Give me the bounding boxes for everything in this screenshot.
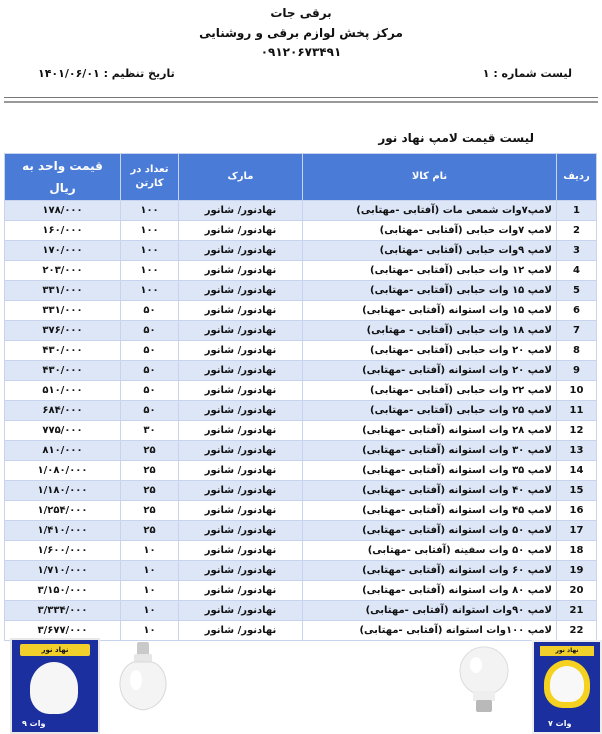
carton-qty: ۵۰: [121, 341, 179, 361]
row-number: 21: [557, 601, 597, 621]
item-name: لامپ ۲۰ وات استوانه (آفتابی -مهتابی): [303, 361, 557, 381]
brand: نهادنور/ شانور: [179, 301, 303, 321]
unit-price: ۷۷۵/۰۰۰: [5, 421, 121, 441]
bulb-icon: [30, 662, 78, 714]
row-number: 22: [557, 621, 597, 641]
company-category: برقی جات: [270, 6, 332, 20]
brand: نهادنور/ شانور: [179, 361, 303, 381]
item-name: لامپ ۲۲ وات حبابی (آفتابی -مهتابی): [303, 381, 557, 401]
row-number: 9: [557, 361, 597, 381]
carton-qty: ۲۵: [121, 461, 179, 481]
carton-qty: ۱۰: [121, 581, 179, 601]
col-header-row-number: ردیف: [557, 154, 597, 201]
item-name: لامپ ۵۰ وات سفینه (آفتابی -مهتابی): [303, 541, 557, 561]
col-header-item-name: نام کالا: [303, 154, 557, 201]
row-number: 18: [557, 541, 597, 561]
unit-price: ۱/۰۸۰/۰۰۰: [5, 461, 121, 481]
unit-price: ۸۱۰/۰۰۰: [5, 441, 121, 461]
brand: نهادنور/ شانور: [179, 581, 303, 601]
table-row: [5, 201, 597, 221]
unit-price: ۴۳۰/۰۰۰: [5, 361, 121, 381]
row-number: 11: [557, 401, 597, 421]
row-number: 8: [557, 341, 597, 361]
carton-qty: ۳۰: [121, 421, 179, 441]
row-number: 12: [557, 421, 597, 441]
carton-qty: ۵۰: [121, 361, 179, 381]
brand: نهادنور/ شانور: [179, 281, 303, 301]
unit-price: ۱/۴۱۰/۰۰۰: [5, 521, 121, 541]
unit-price: ۶۸۴/۰۰۰: [5, 401, 121, 421]
item-name: لامپ ۵۰ وات استوانه (آفتابی -مهتابی): [303, 521, 557, 541]
unit-price: ۳۳۱/۰۰۰: [5, 281, 121, 301]
row-number: 4: [557, 261, 597, 281]
row-number: 19: [557, 561, 597, 581]
row-number: 14: [557, 461, 597, 481]
carton-qty: ۵۰: [121, 321, 179, 341]
company-name: مرکز پخش لوازم برقی و روشنایی: [199, 26, 403, 40]
item-name: لامپ ۷وات حبابی (آفتابی -مهتابی): [303, 221, 557, 241]
unit-price: ۱/۱۸۰/۰۰۰: [5, 481, 121, 501]
unit-price: ۱/۷۱۰/۰۰۰: [5, 561, 121, 581]
table-row: [5, 261, 597, 281]
header-divider-thin: [4, 97, 598, 98]
carton-qty: ۲۵: [121, 501, 179, 521]
carton-qty: ۱۰۰: [121, 221, 179, 241]
table-row: [5, 521, 597, 541]
product-box-7w-image: [532, 640, 602, 734]
unit-price: ۳/۳۳۴/۰۰۰: [5, 601, 121, 621]
item-name: لامپ ۱۰۰وات استوانه (آفتابی -مهتابی): [303, 621, 557, 641]
table-row: [5, 361, 597, 381]
company-phone: ۰۹۱۲۰۶۷۳۴۹۱: [260, 45, 342, 59]
brand: نهادنور/ شانور: [179, 501, 303, 521]
table-row: [5, 481, 597, 501]
carton-qty: ۱۰: [121, 621, 179, 641]
item-name: لامپ ۹۰وات استوانه (آفتابی -مهتابی): [303, 601, 557, 621]
row-number: 2: [557, 221, 597, 241]
col-header-brand: مارک: [179, 154, 303, 201]
row-number: 20: [557, 581, 597, 601]
brand: نهادنور/ شانور: [179, 621, 303, 641]
brand: نهادنور/ شانور: [179, 401, 303, 421]
carton-qty: ۵۰: [121, 401, 179, 421]
issue-date: تاریخ تنظیم : ۱۴۰۱/۰۶/۰۱: [38, 67, 175, 80]
row-number: 16: [557, 501, 597, 521]
item-name: لامپ ۲۰ وات حبابی (آفتابی -مهتابی): [303, 341, 557, 361]
box-watt-label-2: ۷ وات: [548, 719, 572, 728]
unit-price: ۳/۶۷۷/۰۰۰: [5, 621, 121, 641]
item-name: لامپ ۴۰ وات استوانه (آفتابی -مهتابی): [303, 481, 557, 501]
item-name: لامپ ۴۵ وات استوانه (آفتابی -مهتابی): [303, 501, 557, 521]
item-name: لامپ ۱۵ وات استوانه (آفتابی -مهتابی): [303, 301, 557, 321]
carton-qty: ۵۰: [121, 301, 179, 321]
carton-qty: ۱۰۰: [121, 201, 179, 221]
row-number: 3: [557, 241, 597, 261]
brand: نهادنور/ شانور: [179, 261, 303, 281]
header-divider-thick: [4, 101, 598, 103]
table-row: [5, 561, 597, 581]
product-box-9w-image: [10, 638, 100, 734]
box-brand-label: نهاد نور: [20, 644, 90, 656]
carton-qty: ۱۰: [121, 601, 179, 621]
item-name: لامپ ۱۵ وات حبابی (آفتابی -مهتابی): [303, 281, 557, 301]
carton-qty: ۱۰۰: [121, 281, 179, 301]
carton-qty: ۲۵: [121, 521, 179, 541]
table-row: [5, 421, 597, 441]
brand: نهادنور/ شانور: [179, 381, 303, 401]
item-name: لامپ ۸۰ وات استوانه (آفتابی -مهتابی): [303, 581, 557, 601]
unit-price: ۴۳۰/۰۰۰: [5, 341, 121, 361]
brand: نهادنور/ شانور: [179, 601, 303, 621]
brand: نهادنور/ شانور: [179, 321, 303, 341]
carton-qty: ۲۵: [121, 441, 179, 461]
row-number: 17: [557, 521, 597, 541]
carton-qty: ۱۰۰: [121, 261, 179, 281]
brand: نهادنور/ شانور: [179, 221, 303, 241]
table-row: [5, 381, 597, 401]
row-number: 1: [557, 201, 597, 221]
table-row: [5, 541, 597, 561]
item-name: لامپ ۶۰ وات استوانه (آفتابی -مهتابی): [303, 561, 557, 581]
unit-price: ۳۳۱/۰۰۰: [5, 301, 121, 321]
table-row: [5, 441, 597, 461]
carton-qty: ۱۰: [121, 561, 179, 581]
item-name: لامپ ۲۵ وات حبابی (آفتابی -مهتابی): [303, 401, 557, 421]
table-row: [5, 461, 597, 481]
brand: نهادنور/ شانور: [179, 541, 303, 561]
table-row: [5, 281, 597, 301]
row-number: 13: [557, 441, 597, 461]
unit-price: ۲۰۳/۰۰۰: [5, 261, 121, 281]
price-table: [4, 153, 597, 641]
table-row: [5, 581, 597, 601]
row-number: 7: [557, 321, 597, 341]
row-number: 5: [557, 281, 597, 301]
unit-price: ۱۷۰/۰۰۰: [5, 241, 121, 261]
led-bulb-image: [112, 640, 174, 712]
table-row: [5, 321, 597, 341]
row-number: 15: [557, 481, 597, 501]
bulb-icon-2: [550, 666, 584, 702]
table-row: [5, 501, 597, 521]
led-bulb-image-2: [456, 645, 512, 715]
row-number: 6: [557, 301, 597, 321]
brand: نهادنور/ شانور: [179, 201, 303, 221]
unit-price: ۵۱۰/۰۰۰: [5, 381, 121, 401]
carton-qty: ۲۵: [121, 481, 179, 501]
row-number: 10: [557, 381, 597, 401]
unit-price: ۳۷۶/۰۰۰: [5, 321, 121, 341]
box-watt-label: ۹ وات: [22, 719, 46, 728]
brand: نهادنور/ شانور: [179, 341, 303, 361]
brand: نهادنور/ شانور: [179, 241, 303, 261]
unit-price: ۱/۲۵۴/۰۰۰: [5, 501, 121, 521]
brand: نهادنور/ شانور: [179, 481, 303, 501]
item-name: لامپ ۱۲ وات حبابی (آفتابی -مهتابی): [303, 261, 557, 281]
col-header-unit-price: قیمت واحد به ریال: [5, 154, 121, 201]
item-name: لامپ۷وات شمعی مات (آفتابی -مهتابی): [303, 201, 557, 221]
table-title: لیست قیمت لامپ نهاد نور: [378, 131, 534, 145]
table-row: [5, 401, 597, 421]
brand: نهادنور/ شانور: [179, 561, 303, 581]
carton-qty: ۱۰: [121, 541, 179, 561]
item-name: لامپ ۳۵ وات استوانه (آفتابی -مهتابی): [303, 461, 557, 481]
table-header-row: [5, 154, 597, 201]
table-row: [5, 301, 597, 321]
item-name: لامپ ۱۸ وات حبابی (آفتابی - مهتابی): [303, 321, 557, 341]
brand: نهادنور/ شانور: [179, 441, 303, 461]
item-name: لامپ ۹وات حبابی (آفتابی -مهتابی): [303, 241, 557, 261]
brand: نهادنور/ شانور: [179, 461, 303, 481]
item-name: لامپ ۲۸ وات استوانه (آفتابی -مهتابی): [303, 421, 557, 441]
table-row: [5, 221, 597, 241]
brand: نهادنور/ شانور: [179, 521, 303, 541]
brand: نهادنور/ شانور: [179, 421, 303, 441]
unit-price: ۱/۶۰۰/۰۰۰: [5, 541, 121, 561]
box-brand-label-2: نهاد نور: [540, 646, 594, 656]
item-name: لامپ ۳۰ وات استوانه (آفتابی -مهتابی): [303, 441, 557, 461]
unit-price: ۱۷۸/۰۰۰: [5, 201, 121, 221]
list-number: لیست شماره : ۱: [482, 67, 572, 80]
col-header-carton-qty: تعداد در کارتن: [121, 154, 179, 201]
table-row: [5, 341, 597, 361]
carton-qty: ۱۰۰: [121, 241, 179, 261]
unit-price: ۱۶۰/۰۰۰: [5, 221, 121, 241]
table-row: [5, 601, 597, 621]
carton-qty: ۵۰: [121, 381, 179, 401]
unit-price: ۳/۱۵۰/۰۰۰: [5, 581, 121, 601]
table-row: [5, 241, 597, 261]
